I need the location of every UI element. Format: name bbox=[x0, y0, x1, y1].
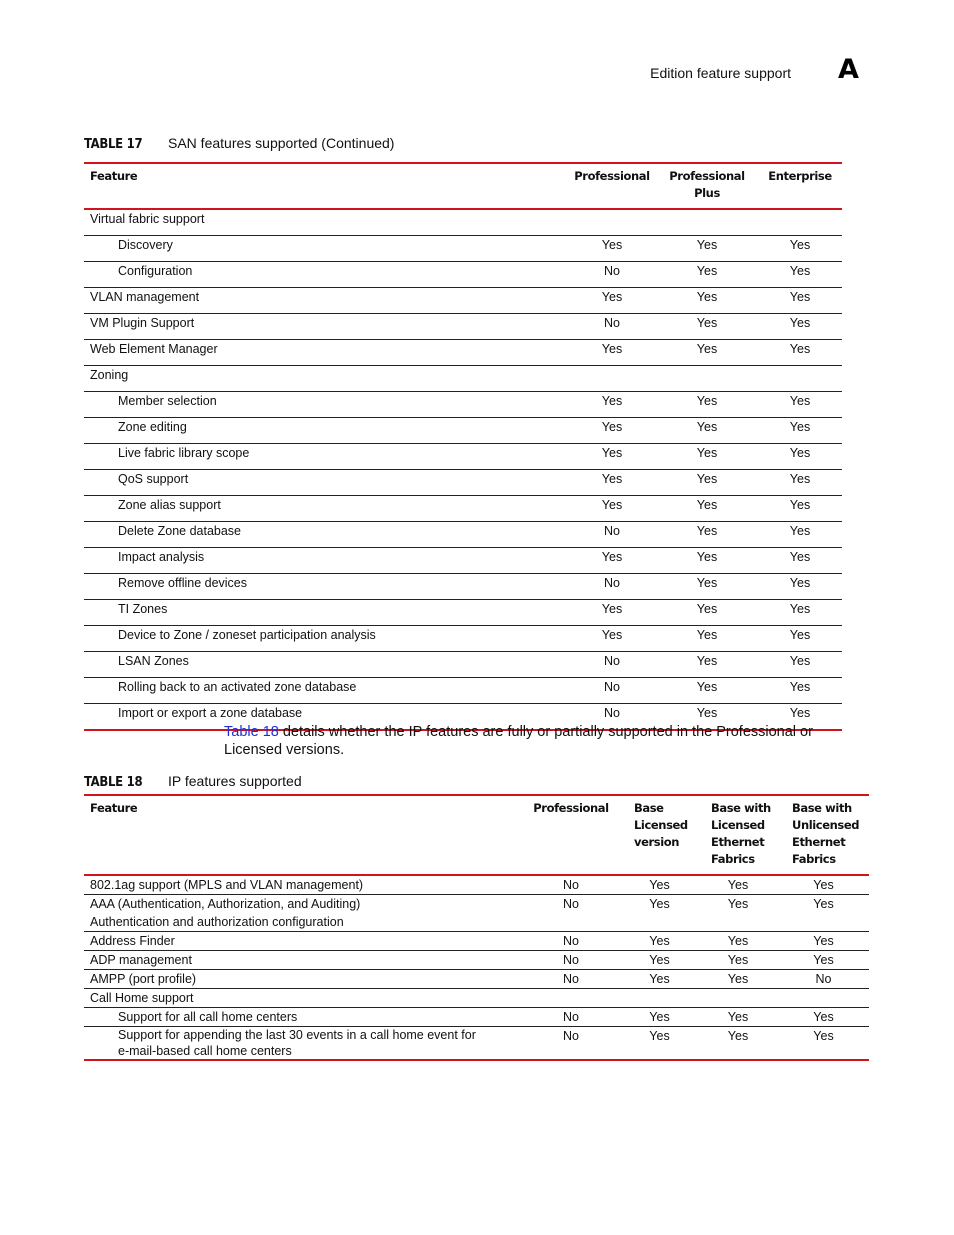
value-cell: Yes bbox=[758, 600, 842, 626]
value-cell: No bbox=[568, 262, 656, 288]
table17-row bbox=[84, 626, 842, 652]
header-line: Unlicensed bbox=[792, 818, 860, 832]
value-cell: Yes bbox=[656, 704, 758, 731]
table17-title: SAN features supported (Continued) bbox=[168, 135, 395, 151]
table17-row bbox=[84, 262, 842, 288]
value-cell: Yes bbox=[656, 392, 758, 418]
value-cell: No bbox=[521, 1027, 621, 1061]
table17-row bbox=[84, 678, 842, 704]
value-cell: Yes bbox=[758, 288, 842, 314]
feature-cell: VM Plugin Support bbox=[84, 314, 568, 340]
value-cell: Yes bbox=[778, 895, 869, 932]
value-cell: No bbox=[568, 678, 656, 704]
header-line: Fabrics bbox=[792, 852, 836, 866]
feature-line: Support for all call home centers bbox=[118, 1010, 298, 1024]
feature-cell: Rolling back to an activated zone database bbox=[84, 678, 568, 704]
feature-cell: Configuration bbox=[84, 262, 568, 288]
value-cell: Yes bbox=[568, 600, 656, 626]
header-line: Base with bbox=[792, 801, 852, 815]
value-cell: Yes bbox=[698, 875, 778, 895]
value-cell: Yes bbox=[698, 895, 778, 932]
value-cell: No bbox=[568, 652, 656, 678]
value-cell: Yes bbox=[656, 626, 758, 652]
value-cell: Yes bbox=[758, 418, 842, 444]
table18-col-base-licensed bbox=[621, 795, 698, 875]
feature-cell bbox=[84, 875, 521, 895]
feature-cell: Member selection bbox=[84, 392, 568, 418]
table17 bbox=[84, 162, 842, 731]
value-cell: Yes bbox=[778, 1008, 869, 1027]
value-cell: Yes bbox=[758, 236, 842, 262]
value-cell: Yes bbox=[698, 951, 778, 970]
value-cell: Yes bbox=[568, 444, 656, 470]
value-cell bbox=[568, 209, 656, 236]
value-cell: Yes bbox=[568, 496, 656, 522]
appendix-letter: A bbox=[838, 54, 859, 85]
value-cell: Yes bbox=[698, 932, 778, 951]
value-cell: Yes bbox=[758, 314, 842, 340]
feature-cell bbox=[84, 951, 521, 970]
value-cell: Yes bbox=[758, 626, 842, 652]
table17-header-row bbox=[84, 163, 842, 209]
feature-cell: Delete Zone database bbox=[84, 522, 568, 548]
value-cell: Yes bbox=[656, 444, 758, 470]
table17-row bbox=[84, 652, 842, 678]
value-cell: Yes bbox=[656, 236, 758, 262]
value-cell: Yes bbox=[568, 418, 656, 444]
value-cell: Yes bbox=[621, 951, 698, 970]
table18-caption bbox=[84, 773, 302, 790]
table18-col-feature-line: Feature bbox=[90, 801, 138, 815]
table18-col-professional-line: Professional bbox=[533, 801, 609, 815]
value-cell: Yes bbox=[778, 932, 869, 951]
value-cell: Yes bbox=[778, 951, 869, 970]
value-cell: Yes bbox=[758, 522, 842, 548]
value-cell bbox=[698, 989, 778, 1008]
feature-cell: Zone editing bbox=[84, 418, 568, 444]
table18-col-base-licensed-ethernet bbox=[698, 795, 778, 875]
feature-cell: LSAN Zones bbox=[84, 652, 568, 678]
table17-row bbox=[84, 340, 842, 366]
feature-cell: Virtual fabric support bbox=[84, 209, 568, 236]
feature-line: Authentication and authorization configuration bbox=[90, 915, 344, 929]
value-cell: Yes bbox=[656, 288, 758, 314]
feature-cell: Device to Zone / zoneset participation analysis bbox=[84, 626, 568, 652]
table17-caption bbox=[84, 135, 394, 152]
table18-row bbox=[84, 1027, 869, 1061]
feature-cell: QoS support bbox=[84, 470, 568, 496]
table17-row bbox=[84, 444, 842, 470]
table17-col-feature: Feature bbox=[90, 169, 138, 183]
value-cell: Yes bbox=[698, 1008, 778, 1027]
table17-row bbox=[84, 470, 842, 496]
value-cell bbox=[758, 366, 842, 392]
value-cell: Yes bbox=[778, 1027, 869, 1061]
value-cell bbox=[568, 366, 656, 392]
table18-row bbox=[84, 970, 869, 989]
value-cell: Yes bbox=[758, 704, 842, 731]
value-cell bbox=[521, 989, 621, 1008]
value-cell: No bbox=[568, 704, 656, 731]
value-cell: Yes bbox=[758, 392, 842, 418]
value-cell: Yes bbox=[568, 470, 656, 496]
value-cell: No bbox=[521, 932, 621, 951]
feature-cell bbox=[84, 932, 521, 951]
value-cell bbox=[621, 989, 698, 1008]
paragraph-text: details whether the IP features are fully or partially supported in the Professional or Licensed versions. bbox=[224, 724, 813, 758]
value-cell: Yes bbox=[656, 340, 758, 366]
value-cell: Yes bbox=[621, 1027, 698, 1061]
value-cell bbox=[656, 209, 758, 236]
feature-cell: Import or export a zone database bbox=[84, 704, 568, 731]
value-cell: Yes bbox=[758, 262, 842, 288]
table18-row bbox=[84, 875, 869, 895]
value-cell: No bbox=[568, 522, 656, 548]
feature-cell bbox=[84, 989, 521, 1008]
feature-line: AAA (Authentication, Authorization, and Auditing) bbox=[90, 897, 361, 911]
section-title: Edition feature support bbox=[650, 65, 791, 81]
value-cell: Yes bbox=[758, 652, 842, 678]
value-cell: Yes bbox=[621, 970, 698, 989]
table17-col-professional-plus: Professional Plus bbox=[669, 169, 745, 200]
value-cell: Yes bbox=[656, 470, 758, 496]
feature-cell: Web Element Manager bbox=[84, 340, 568, 366]
value-cell: Yes bbox=[656, 548, 758, 574]
table17-row bbox=[84, 288, 842, 314]
feature-cell bbox=[84, 970, 521, 989]
value-cell: No bbox=[521, 895, 621, 932]
feature-cell bbox=[84, 895, 521, 932]
table17-row bbox=[84, 496, 842, 522]
value-cell: Yes bbox=[621, 1008, 698, 1027]
table18-link[interactable]: Table 18 bbox=[224, 724, 279, 740]
value-cell: Yes bbox=[621, 895, 698, 932]
table17-row bbox=[84, 574, 842, 600]
feature-line: AMPP (port profile) bbox=[90, 972, 197, 986]
table18-col-professional bbox=[521, 795, 621, 875]
value-cell: Yes bbox=[656, 262, 758, 288]
value-cell: Yes bbox=[656, 314, 758, 340]
feature-cell: Live fabric library scope bbox=[84, 444, 568, 470]
table18-row bbox=[84, 989, 869, 1008]
value-cell: Yes bbox=[568, 236, 656, 262]
table17-row bbox=[84, 548, 842, 574]
value-cell: Yes bbox=[698, 970, 778, 989]
table17-col-professional: Professional bbox=[574, 169, 650, 183]
value-cell: Yes bbox=[568, 548, 656, 574]
feature-line: ADP management bbox=[90, 953, 192, 967]
table18-col-feature bbox=[84, 795, 521, 875]
feature-cell: Zoning bbox=[84, 366, 568, 392]
table17-row bbox=[84, 418, 842, 444]
value-cell: Yes bbox=[758, 574, 842, 600]
value-cell: Yes bbox=[656, 418, 758, 444]
header-line: Ethernet bbox=[711, 835, 765, 849]
intro-paragraph bbox=[224, 723, 844, 759]
value-cell: No bbox=[521, 1008, 621, 1027]
header-line: Fabrics bbox=[711, 852, 755, 866]
table18 bbox=[84, 794, 869, 1061]
header-line: version bbox=[634, 835, 680, 849]
feature-line: 802.1ag support (MPLS and VLAN management) bbox=[90, 878, 364, 892]
value-cell: Yes bbox=[758, 470, 842, 496]
header-line: Ethernet bbox=[792, 835, 846, 849]
feature-cell bbox=[84, 1008, 521, 1027]
value-cell: Yes bbox=[758, 340, 842, 366]
value-cell: Yes bbox=[656, 678, 758, 704]
table17-row bbox=[84, 314, 842, 340]
value-cell: No bbox=[778, 970, 869, 989]
table17-row bbox=[84, 366, 842, 392]
value-cell: Yes bbox=[656, 496, 758, 522]
value-cell: No bbox=[568, 314, 656, 340]
feature-cell: VLAN management bbox=[84, 288, 568, 314]
table17-row bbox=[84, 522, 842, 548]
feature-cell bbox=[84, 1027, 521, 1061]
value-cell: Yes bbox=[698, 1027, 778, 1061]
value-cell bbox=[778, 989, 869, 1008]
feature-cell: Discovery bbox=[84, 236, 568, 262]
table18-row bbox=[84, 895, 869, 932]
value-cell: Yes bbox=[568, 288, 656, 314]
value-cell: Yes bbox=[656, 574, 758, 600]
feature-line: Support for appending the last 30 events in a call home event for bbox=[118, 1028, 476, 1042]
table17-row bbox=[84, 392, 842, 418]
value-cell: No bbox=[521, 875, 621, 895]
header-line: Licensed bbox=[711, 818, 765, 832]
value-cell: Yes bbox=[568, 626, 656, 652]
value-cell: Yes bbox=[656, 600, 758, 626]
feature-cell: Remove offline devices bbox=[84, 574, 568, 600]
table17-row bbox=[84, 600, 842, 626]
table17-row bbox=[84, 236, 842, 262]
value-cell: Yes bbox=[758, 678, 842, 704]
value-cell: Yes bbox=[568, 340, 656, 366]
table17-label: TABLE 17 bbox=[84, 137, 143, 152]
value-cell: No bbox=[568, 574, 656, 600]
header-line: Base with bbox=[711, 801, 771, 815]
feature-cell: Zone alias support bbox=[84, 496, 568, 522]
value-cell: Yes bbox=[621, 875, 698, 895]
feature-line: Address Finder bbox=[90, 934, 175, 948]
table18-label: TABLE 18 bbox=[84, 775, 143, 790]
table18-header-row bbox=[84, 795, 869, 875]
value-cell: Yes bbox=[758, 548, 842, 574]
value-cell: Yes bbox=[568, 392, 656, 418]
table18-row bbox=[84, 951, 869, 970]
feature-cell: Impact analysis bbox=[84, 548, 568, 574]
value-cell: No bbox=[521, 970, 621, 989]
feature-line: e-mail-based call home centers bbox=[118, 1044, 292, 1058]
table18-row bbox=[84, 1008, 869, 1027]
table17-row bbox=[84, 209, 842, 236]
table18-col-base-unlicensed-ethernet bbox=[778, 795, 869, 875]
value-cell: Yes bbox=[656, 522, 758, 548]
value-cell bbox=[656, 366, 758, 392]
value-cell: No bbox=[521, 951, 621, 970]
value-cell: Yes bbox=[758, 444, 842, 470]
value-cell: Yes bbox=[758, 496, 842, 522]
feature-line: Call Home support bbox=[90, 991, 194, 1005]
value-cell: Yes bbox=[621, 932, 698, 951]
feature-cell: TI Zones bbox=[84, 600, 568, 626]
table18-title: IP features supported bbox=[168, 773, 302, 789]
header-line: Licensed bbox=[634, 818, 688, 832]
table18-row bbox=[84, 932, 869, 951]
value-cell: Yes bbox=[778, 875, 869, 895]
header-line: Base bbox=[634, 801, 664, 815]
value-cell bbox=[758, 209, 842, 236]
table17-col-enterprise: Enterprise bbox=[768, 169, 832, 183]
value-cell: Yes bbox=[656, 652, 758, 678]
